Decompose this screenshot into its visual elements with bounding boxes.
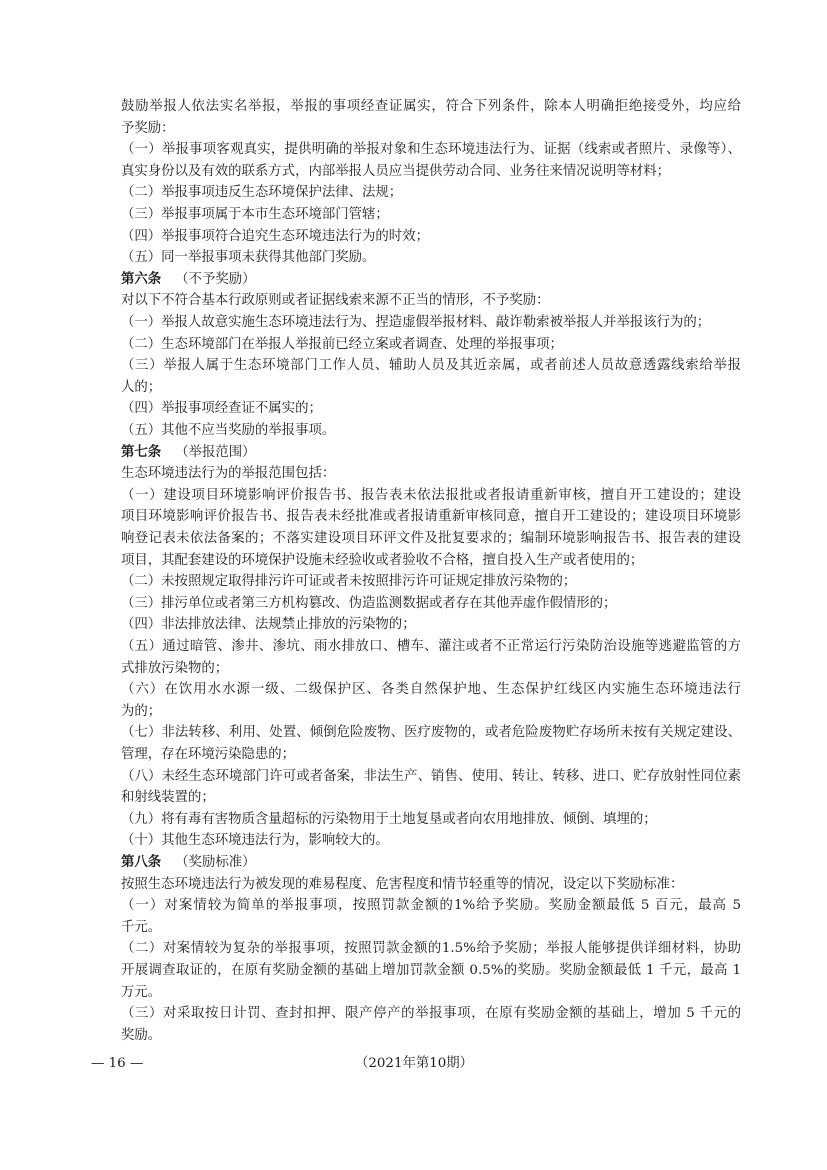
- list-item-line: （五）其他不应当奖励的举报事项。: [121, 423, 336, 438]
- list-item-line: （一）对案情较为简单的举报事项，按照罚款金额的1%给予奖励。奖励金额最低 5 百元，最高 5: [121, 898, 741, 914]
- list-item-line: 人的；: [121, 379, 162, 395]
- list-item-line: （二）未按照规定取得排污许可证或者未按照排污许可证规定排放污染物的；: [121, 574, 577, 590]
- list-item-line: （三）排污单位或者第三方机构篡改、伪造监测数据或者存在其他弄虚作假情形的；: [121, 595, 617, 611]
- list-item-line: （三）对采取按日计罚、查封扣押、限产停产的举报事项，在原有奖励金额的基础上，增加 5 千元的: [121, 1006, 741, 1022]
- list-item-line: 奖励。: [121, 1027, 162, 1043]
- list-item-line: （五）通过暗管、渗井、渗坑、雨水排放口、槽车、灌注或者不正常运行污染防治设施等逃避监管的方: [121, 639, 741, 654]
- list-item-line: 项目环境影响评价报告书、报告表未经批准或者报请重新审核同意，擅自开工建设的；建设项目环境影: [121, 509, 741, 525]
- list-item-line: （一）举报事项客观真实，提供明确的举报对象和生态环境违法行为、证据（线索或者照片、录像等）、: [121, 142, 741, 158]
- list-item-line: 为的；: [121, 703, 162, 719]
- list-item-line: （九）将有毒有害物质含量超标的污染物用于土地复垦或者向农用地排放、倾倒、填埋的；: [121, 811, 657, 827]
- list-item-line: 管理，存在环境污染隐患的；: [121, 747, 296, 762]
- issue-label: （2021年第10期）: [355, 1056, 474, 1072]
- article-number: 第七条: [121, 444, 162, 460]
- list-item-line: （三）举报事项属于本市生态环境部门管辖；: [121, 207, 389, 222]
- paragraph-line: 对以下不符合基本行政原则或者证据线索来源不正当的情形，不予奖励：: [121, 293, 550, 309]
- paragraph-line: 生态环境违法行为的举报范围包括：: [121, 466, 336, 482]
- article-subtitle: （举报范围）: [175, 444, 256, 460]
- article-heading-7: [121, 442, 741, 464]
- list-item-line: （四）举报事项符合追究生态环境违法行为的时效；: [121, 228, 429, 244]
- list-item-line: 开展调查取证的，在原有奖励金额的基础上增加罚款金额 0.5%的奖励。奖励金额最低 1 千元，最高 1: [121, 963, 741, 978]
- list-item-line: 式排放污染物的；: [121, 660, 229, 676]
- list-item-line: 万元。: [121, 984, 162, 1000]
- list-item-line: 和射线装置的；: [121, 790, 215, 806]
- article-heading-6: [121, 269, 741, 291]
- list-item-line: （二）生态环境部门在举报人举报前已经立案或者调查、处理的举报事项；: [121, 336, 563, 352]
- list-item-line: （二）举报事项违反生态环境保护法律、法规；: [121, 185, 403, 201]
- list-item-line: （七）非法转移、利用、处置、倾倒危险废物、医疗废物的，或者危险废物贮存场所未按有关规定建设、: [121, 725, 741, 741]
- paragraph-line: 按照生态环境违法行为被发现的难易程度、危害程度和情节轻重等的情况，设定以下奖励标准：: [121, 876, 684, 892]
- article-number: 第八条: [121, 855, 162, 870]
- article-number: 第六条: [121, 271, 162, 287]
- paragraph-intro-line-2: 予奖励：: [121, 120, 175, 136]
- list-item-line: 真实身份以及有效的联系方式，内部举报人员应当提供劳动合同、业务往来情况说明等材料；: [121, 163, 671, 179]
- paragraph-intro-line-1: 鼓励举报人依法实名举报，举报的事项经查证属实，符合下列条件，除本人明确拒绝接受外，均应给: [121, 99, 741, 114]
- list-item-line: 响登记表未依法备案的；不落实建设项目环评文件及批复要求的；编制环境影响报告书、报告表的建设: [121, 531, 741, 546]
- list-item-line: （一）建设项目环境影响评价报告书、报告表未依法报批或者报请重新审核，擅自开工建设的；建设: [121, 487, 741, 503]
- list-item-line: （六）在饮用水水源一级、二级保护区、各类自然保护地、生态保护红线区内实施生态环境违法行: [121, 682, 741, 698]
- list-item-line: （三）举报人属于生态环境部门工作人员、辅助人员及其近亲属，或者前述人员故意透露线索给举报: [121, 358, 741, 374]
- article-subtitle: （奖励标准）: [175, 855, 256, 870]
- list-item-line: （四）举报事项经查证不属实的；: [121, 401, 322, 417]
- list-item-line: （二）对案情较为复杂的举报事项，按照罚款金额的1.5%给予奖励；举报人能够提供详细材料，协助: [121, 941, 741, 957]
- list-item-line: （八）未经生态环境部门许可或者备案，非法生产、销售、使用、转让、转移、进口、贮存放射性同位素: [121, 768, 741, 784]
- list-item-line: （十）其他生态环境违法行为，影响较大的。: [121, 833, 389, 849]
- list-item-line: （五）同一举报事项未获得其他部门奖励。: [121, 250, 376, 266]
- list-item-line: （一）举报人故意实施生态环境违法行为、捏造虚假举报材料、敲诈勒索被举报人并举报该行为的；: [121, 315, 711, 330]
- page-number: — 16 —: [91, 1056, 144, 1072]
- list-item-line: 项目，其配套建设的环境保护设施未经验收或者验收不合格，擅自投入生产或者使用的；: [121, 552, 644, 568]
- article-subtitle: （不予奖励）: [175, 271, 256, 287]
- article-heading-8: [121, 852, 741, 874]
- list-item-line: （四）非法排放法律、法规禁止排放的污染物的；: [121, 617, 416, 633]
- list-item-line: 千元。: [121, 919, 162, 935]
